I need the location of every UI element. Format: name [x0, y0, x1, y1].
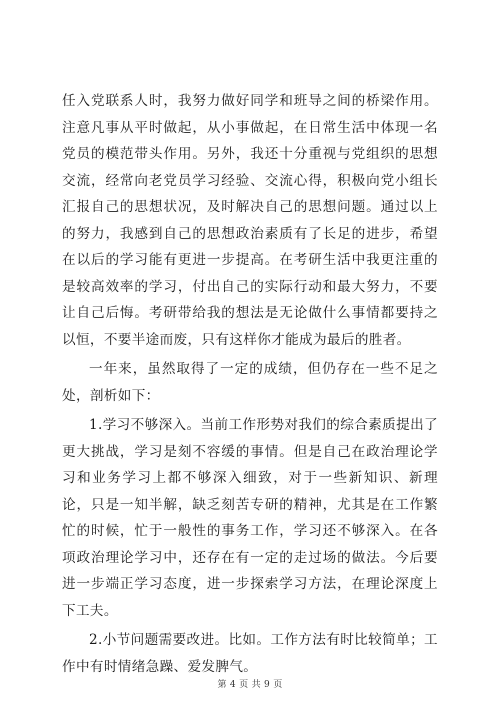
paragraph-continuation: 任入党联系人时，我努力做好同学和班导之间的桥梁作用。注意凡事从平时做起，从小事做起，在日常生活中体现一名党员的模范带头作用。另外，我还十分重视与党组织的思想交流，经常向老党员学习经验、交流心得，积极向党小组长汇报自己的思想状况，及时解决自己的思想问题。通过以上的努力，我感到自己的思想政治素质有了长足的进步，希望在以后的学习能有更进一步提高。在考研生活中我更注重的是较高效率的学习，付出自己的实际行动和最大努力，不要让自己后悔。考研带给我的想法是无论做什么事情都要持之以恒，不要半途而废，只有这样你才能成为最后的胜者。: [62, 93, 438, 348]
paragraph-point-2: 2.小节问题需要改进。比如。工作方法有时比较简单；工作中有时情绪急躁、爱发脾气。: [62, 632, 438, 675]
page-number-footer: 第 4 页 共 9 页: [217, 680, 283, 690]
paragraph-summary-intro: 一年来，虽然取得了一定的成绩，但仍存在一些不足之处，剖析如下：: [62, 361, 438, 404]
paragraph-point-1: 1.学习不够深入。当前工作形势对我们的综合素质提出了更大挑战，学习是刻不容缓的事情。但是自己在政治理论学习和业务学习上都不够深入细致，对于一些新知识、新理论，只是一知半解，缺乏刻苦专研的精神，尤其是在工作繁忙的时候，忙于一般性的事务工作，学习还不够深入。在各项政治理论学习中，还存在有一定的走过场的做法。今后要进一步端正学习态度，进一步探索学习方法，在理论深度上下工夫。: [62, 417, 438, 619]
document-body: [62, 88, 438, 680]
